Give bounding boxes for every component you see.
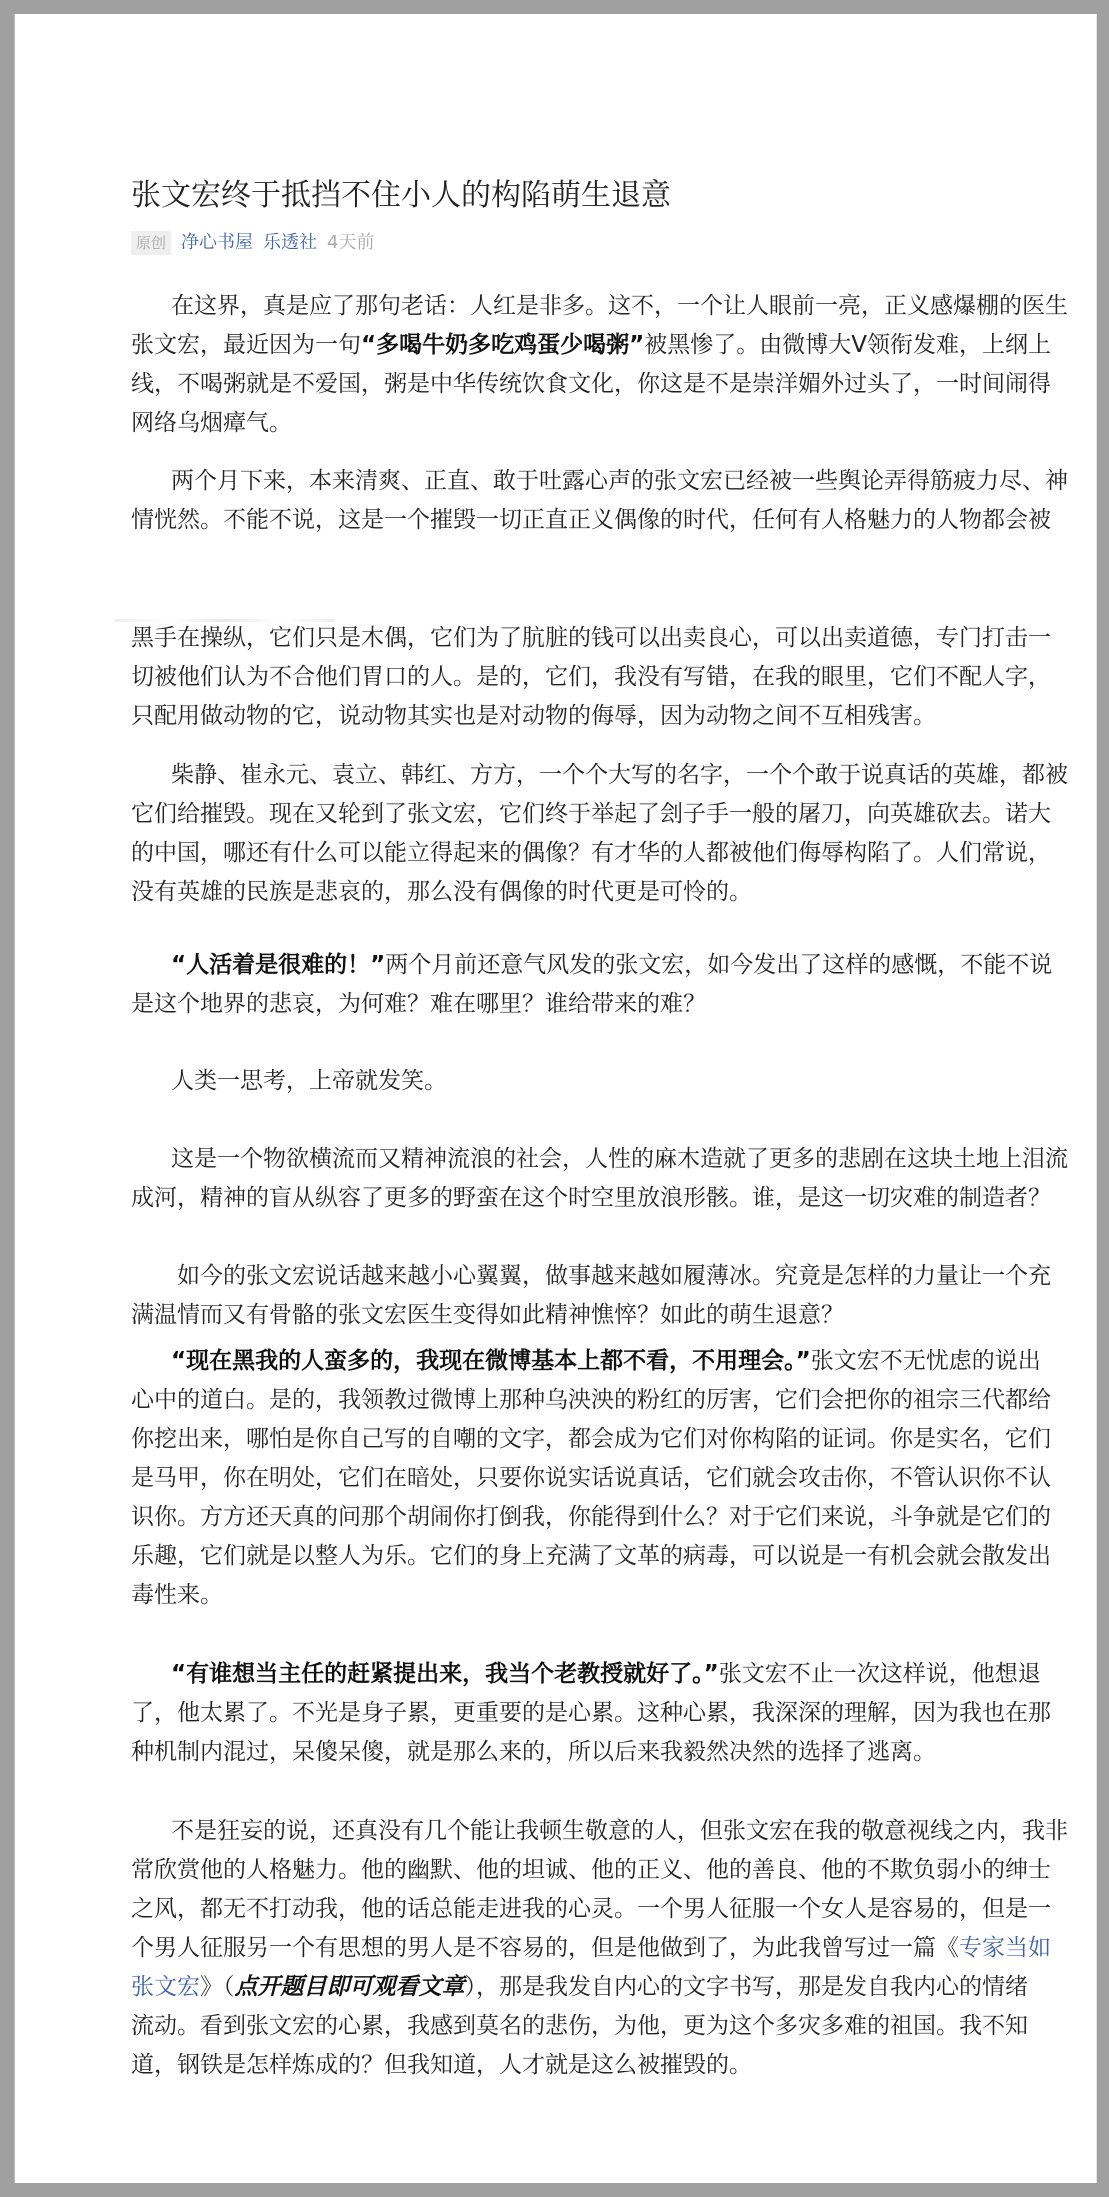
text-line (131, 1257, 1051, 1296)
emphasis-text: “人活着是很难的！” (171, 952, 386, 978)
text-segment: 乐趣，它们就是以整人为乐。它们的身上充满了文革的病毒，可以说是一有机会就会散发出 (131, 1543, 1051, 1569)
text-segment: 流动。看到张文宏的心累，我感到莫名的悲伤，为他，更为这个多灾多难的祖国。我不知 (131, 2013, 1028, 2039)
text-segment: 两个月下来，本来清爽、正直、敢于吐露心声的张文宏已经被一些舆论弄得筋疲力尽、神 (171, 468, 1068, 494)
text-line (131, 1296, 1008, 1335)
text-segment: 只配用做动物的它，说动物其实也是对动物的侮辱，因为动物之间不互相残害。 (131, 703, 936, 729)
text-line (131, 985, 1008, 1024)
text-segment: 这是一个物欲横流而又精神流浪的社会，人性的麻木造就了更多的悲剧在这块土地上泪流 (171, 1146, 1068, 1172)
paragraph (131, 462, 1068, 540)
text-line (131, 501, 1051, 540)
text-line (131, 1140, 1068, 1179)
text-segment: 没有英雄的民族是悲哀的，那么没有偶像的时代更是可怜的。 (131, 879, 752, 905)
text-line (131, 1968, 1028, 2007)
author-link[interactable]: 乐透社 (263, 232, 318, 253)
text-segment: 种机制内混过，呆傻呆傻，就是那么来的，所以后来我毅然决然的选择了逃离。 (131, 1739, 936, 1765)
text-line (131, 462, 1068, 501)
text-segment: 柴静、崔永元、袁立、韩红、方方，一个个大写的名字，一个个敢于说真话的英雄，都被 (171, 762, 1068, 788)
text-line (131, 1812, 1068, 1851)
text-segment: 是这个地界的悲哀，为何难？难在哪里？谁给带来的难？ (131, 991, 706, 1017)
text-line (131, 287, 1068, 326)
emphasis-text: 点开题目即可观看文章 (234, 1974, 465, 2000)
original-badge: 原创 (131, 231, 171, 255)
text-segment: 道，钢铁是怎样炼成的？但我知道，人才就是这么被摧毁的。 (131, 2052, 752, 2078)
text-segment: 张文宏不无忧虑的说出 (810, 1348, 1041, 1374)
text-line (131, 1420, 1051, 1459)
text-line (131, 1890, 1051, 1929)
text-line (131, 873, 1008, 912)
text-line (131, 658, 1051, 697)
text-segment: 个男人征服另一个有思想的男人是不容易的，但是他做到了，为此我曾写过一篇《 (131, 1935, 959, 1961)
text-line (131, 365, 1051, 404)
text-segment: 张文宏不止一次这样说，他想退 (718, 1661, 1041, 1687)
text-line (131, 756, 1068, 795)
text-line (131, 1576, 1008, 1615)
text-segment: 了，他太累了。不光是身子累，更重要的是心累。这种心累，我深深的理解，因为我也在那 (131, 1700, 1051, 1726)
paragraph (131, 756, 1068, 912)
article-link[interactable]: 张文宏 (131, 1974, 200, 2000)
paragraph (131, 287, 1068, 443)
publish-time: 4天前 (327, 232, 375, 253)
text-line (131, 1655, 1041, 1694)
text-line (131, 946, 1053, 985)
paragraph (131, 1062, 1008, 1101)
text-segment: 不是狂妄的说，还真没有几个能让我顿生敬意的人，但张文宏在我的敬意视线之内，我非 (171, 1818, 1068, 1844)
text-segment: 网络乌烟瘴气。 (131, 410, 292, 436)
text-line (131, 2007, 1028, 2046)
text-line (131, 1342, 1041, 1381)
article-page (14, 14, 1097, 2183)
text-segment: 》（ (200, 1974, 235, 2000)
text-line (131, 1694, 1051, 1733)
text-segment: 识你。方方还天真的问那个胡闹你打倒我，你能得到什么？对于它们来说，斗争就是它们的 (131, 1504, 1051, 1530)
text-segment: 情恍然。不能不说，这是一个摧毁一切正直正义偶像的时代，任何有人格魅力的人物都会被 (131, 507, 1051, 533)
author-link[interactable]: 净心书屋 (181, 232, 254, 253)
text-segment: 满温情而又有骨骼的张文宏医生变得如此精神憔悴？如此的萌生退意？ (131, 1302, 844, 1328)
text-line (131, 1062, 1008, 1101)
article-link[interactable]: 专家当如 (959, 1935, 1051, 1961)
text-segment: 你挖出来，哪怕是你自己写的自嘲的文字，都会成为它们对你构陷的证词。你是实名，它们 (131, 1426, 1051, 1452)
text-line (131, 404, 1008, 443)
article-title: 张文宏终于抵挡不住小人的构陷萌生退意 (131, 178, 671, 213)
text-segment: 张文宏，最近因为一句 (131, 332, 361, 358)
paragraph (131, 1342, 1051, 1615)
text-line (131, 697, 1008, 736)
text-line (131, 1179, 1051, 1218)
text-segment: ），那是我发自内心的文字书写，那是发自我内心的情绪 (464, 1974, 1028, 2000)
text-line (131, 326, 1051, 365)
text-segment: 切被他们认为不合他们胃口的人。是的，它们，我没有写错，在我的眼里，它们不配人字， (131, 664, 1051, 690)
text-line (131, 1537, 1051, 1576)
text-line (131, 795, 1051, 834)
text-segment: 人类一思考，上帝就发笑。 (171, 1068, 447, 1094)
text-segment: 线，不喝粥就是不爱国，粥是中华传统饮食文化，你这是不是崇洋媚外过头了，一时间闹得 (131, 371, 1051, 397)
text-line (131, 619, 1051, 658)
text-segment: 它们给摧毁。现在又轮到了张文宏，它们终于举起了刽子手一般的屠刀，向英雄砍去。诺大 (131, 801, 1051, 827)
text-line (131, 1459, 1051, 1498)
text-segment: 如今的张文宏说话越来越小心翼翼，做事越来越如履薄冰。究竟是怎样的力量让一个充 (177, 1263, 1051, 1289)
text-line (131, 1733, 1008, 1772)
article-meta (131, 229, 374, 257)
text-segment: 是马甲，你在明处，它们在暗处，只要你说实话说真话，它们就会攻击你，不管认识你不认 (131, 1465, 1051, 1491)
text-line (131, 1851, 1051, 1890)
emphasis-text: “有谁想当主任的赶紧提出来，我当个老教授就好了。” (171, 1661, 719, 1687)
emphasis-text: “多喝牛奶多吃鸡蛋少喝粥” (361, 332, 645, 358)
text-line (131, 1381, 1051, 1420)
paragraph (131, 619, 1051, 736)
text-segment: 之风，都无不打动我，他的话总能走进我的心灵。一个男人征服一个女人是容易的，但是一 (131, 1896, 1051, 1922)
text-segment: 毒性来。 (131, 1582, 223, 1608)
text-segment: 常欣赏他的人格魅力。他的幽默、他的坦诚、他的正义、他的善良、他的不欺负弱小的绅士 (131, 1857, 1051, 1883)
paragraph (131, 1257, 1051, 1335)
text-segment: 黑手在操纵，它们只是木偶，它们为了肮脏的钱可以出卖良心，可以出卖道德，专门打击一 (131, 625, 1051, 651)
text-segment: 两个月前还意气风发的张文宏，如今发出了这样的感慨，不能不说 (385, 952, 1053, 978)
text-line (131, 1498, 1051, 1537)
text-line (131, 1929, 1051, 1968)
text-line (131, 2046, 1008, 2085)
text-segment: 成河，精神的盲从纵容了更多的野蛮在这个时空里放浪形骸。谁，是这一切灾难的制造者？ (131, 1185, 1051, 1211)
paragraph (131, 1140, 1068, 1218)
paragraph (131, 1812, 1068, 2085)
paragraph (131, 1655, 1051, 1772)
text-segment: 被黑惨了。由微博大V领衔发难，上纲上 (644, 332, 1051, 358)
emphasis-text: “现在黑我的人蛮多的，我现在微博基本上都不看，不用理会。” (171, 1348, 811, 1374)
text-segment: 心中的道白。是的，我领教过微博上那种乌泱泱的粉红的厉害，它们会把你的祖宗三代都给 (131, 1387, 1051, 1413)
text-segment: 的中国，哪还有什么可以能立得起来的偶像？有才华的人都被他们侮辱构陷了。人们常说， (131, 840, 1051, 866)
text-segment: 在这界，真是应了那句老话：人红是非多。这不，一个让人眼前一亮，正义感爆棚的医生 (171, 293, 1068, 319)
text-line (131, 834, 1051, 873)
paragraph (131, 946, 1053, 1024)
